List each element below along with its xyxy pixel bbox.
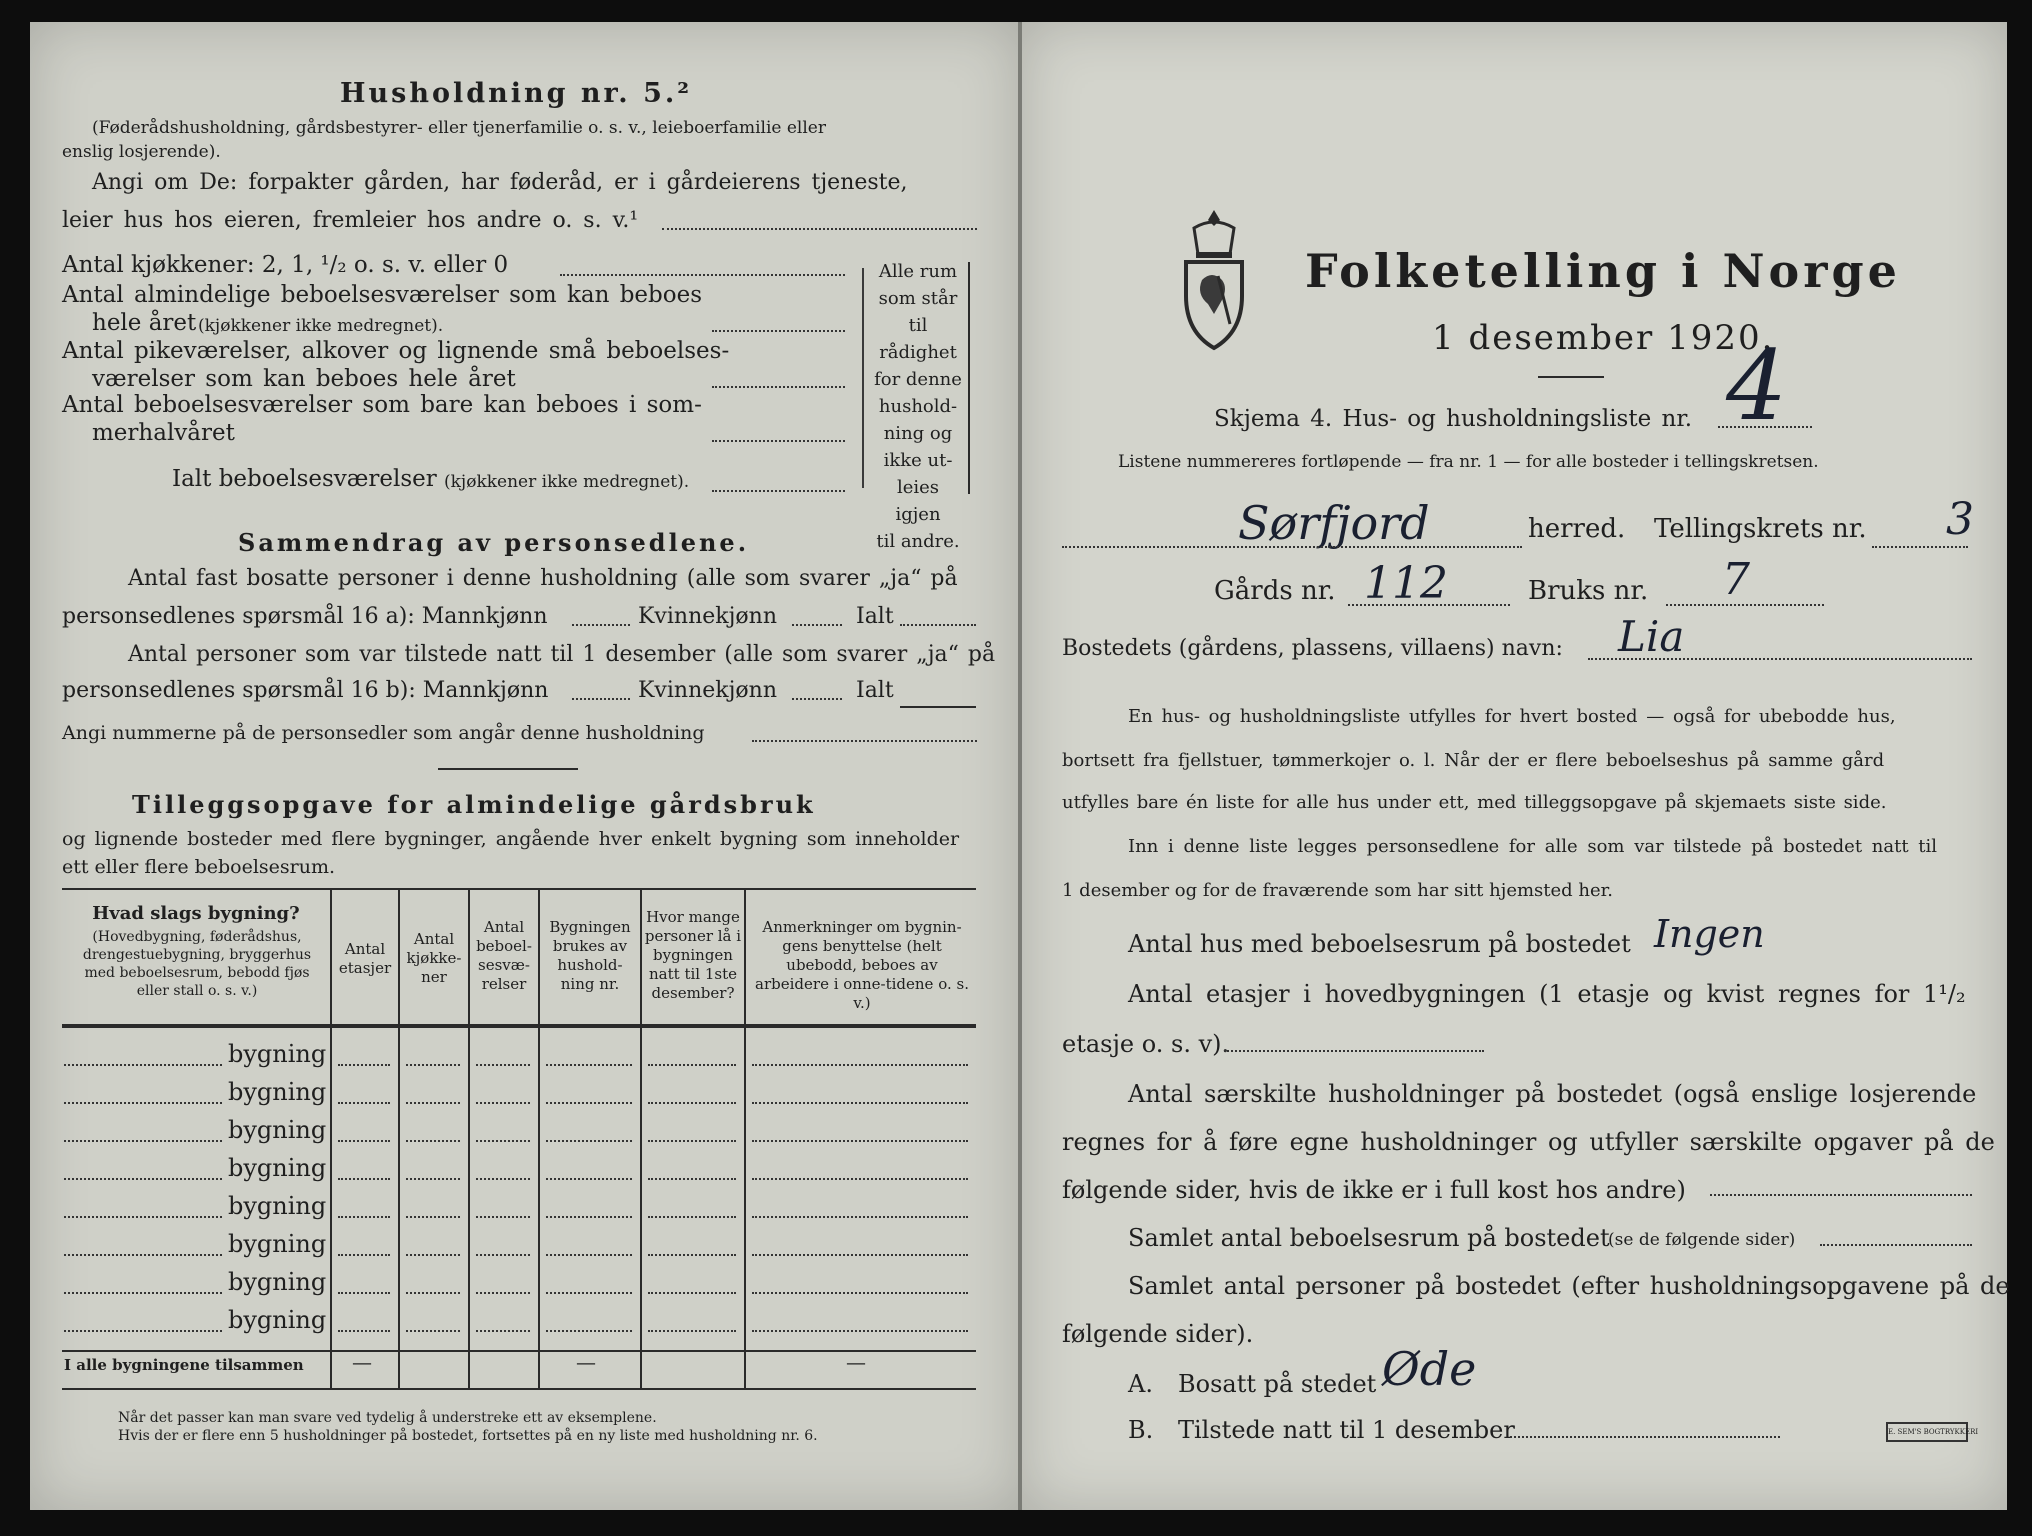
bruks-label: Bruks nr. bbox=[1528, 576, 1649, 606]
bracket-note: Alle rum som står til rådighet for denne hushold- ning og ikke ut- leies igjen til andre. bbox=[874, 261, 962, 552]
paragraph-1c: utfylles bare én liste for alle hus under ett, med tilleggsopgave på skjemaets siste side. bbox=[1062, 792, 1887, 813]
table-cell-fill bbox=[406, 1216, 460, 1218]
table-cell-fill bbox=[406, 1102, 460, 1104]
table-cell-fill bbox=[546, 1178, 632, 1180]
b-fill bbox=[1510, 1436, 1780, 1438]
col-header-type-sub: (Hovedbygning, føderådshus, drengestuebygning, bryggerhus med beboelsesrum, bebodd fjøs eller stall o. s. v.) bbox=[82, 929, 312, 999]
fast-ialt-fill bbox=[900, 624, 976, 626]
fast-kvinne-fill bbox=[792, 624, 842, 626]
table-cell-fill bbox=[752, 1254, 968, 1256]
total-label: I alle bygningene tilsammen bbox=[64, 1356, 304, 1374]
fast-mann-fill bbox=[572, 624, 630, 626]
angi-line-1: Angi om De: forpakter gården, har føderåd, er i gårdeierens tjeneste, bbox=[92, 170, 908, 195]
etasjer-fill bbox=[1224, 1050, 1484, 1052]
table-cell-fill bbox=[648, 1330, 736, 1332]
col-header-vaerelser: Antal beboel-sesvæ-relser bbox=[476, 918, 532, 993]
table-cell-fill bbox=[338, 1102, 390, 1104]
table-col-divider-6 bbox=[744, 890, 746, 1390]
tilst-mann-fill bbox=[572, 698, 630, 700]
table-row-label: bygning bbox=[228, 1268, 327, 1296]
table-cell-fill bbox=[648, 1178, 736, 1180]
table-cell-fill bbox=[406, 1292, 460, 1294]
table-cell-fill bbox=[546, 1102, 632, 1104]
tilst-ialt-label: Ialt bbox=[856, 678, 894, 703]
b-label: B. bbox=[1128, 1416, 1154, 1444]
tilst-line-1: Antal personer som var tilstede natt til 1 desember (alle som svarer „ja“ på bbox=[128, 642, 996, 667]
som-fill bbox=[712, 440, 845, 442]
samlet-pers-line-2: følgende sider). bbox=[1062, 1320, 1254, 1348]
tellingskrets-handwritten: 3 bbox=[1946, 494, 1974, 545]
table-cell-fill bbox=[338, 1140, 390, 1142]
footnote-1: Når det passer kan man svare ved tydelig å understreke ett av eksemplene. bbox=[118, 1410, 657, 1426]
paragraph-1a: En hus- og husholdningsliste utfylles for hvert bosted — også for ubebodde hus, bbox=[1128, 706, 1896, 727]
nummerne-label: Angi nummerne på de personsedler som angår denne husholdning bbox=[62, 722, 705, 744]
angi-line-2: leier hus hos eieren, fremleier hos andre o. s. v.¹ bbox=[62, 208, 639, 233]
table-cell-fill bbox=[406, 1330, 460, 1332]
bruks-fill bbox=[1666, 604, 1824, 606]
fast-kvinne-label: Kvinnekjønn bbox=[638, 604, 777, 629]
skjema-number-handwritten: 4 bbox=[1726, 330, 1788, 442]
col-header-anmerkninger: Anmerkninger om bygnin-gens benyttelse (helt ubebodd, beboes av arbeidere i onne-tidene o. s. v.) bbox=[755, 918, 969, 1012]
left-page bbox=[30, 22, 1020, 1510]
saer-line-2: regnes for å føre egne husholdninger og utfyller særskilte opgaver på de bbox=[1062, 1128, 1995, 1156]
kjokken-label: Antal kjøkkener: 2, 1, ¹/₂ o. s. v. eller 0 bbox=[62, 252, 509, 278]
tillegg-line-1: og lignende bosteder med flere bygninger, angående hver enkelt bygning som inneholder bbox=[62, 828, 960, 850]
etasjer-line-2: etasje o. s. v). bbox=[1062, 1030, 1230, 1058]
table-cell-fill bbox=[406, 1254, 460, 1256]
household-intro: (Føderådshusholdning, gårdsbestyrer- eller tjenerfamilie o. s. v., leieboerfamilie eller bbox=[92, 118, 826, 138]
a-text: Bosatt på stedet bbox=[1178, 1370, 1377, 1398]
col-header-kjokkener: Antal kjøkke-ner bbox=[406, 930, 462, 986]
table-row-label: bygning bbox=[228, 1116, 327, 1144]
tilst-kvinne-fill bbox=[792, 698, 842, 700]
total-anm-dash: — bbox=[846, 1350, 866, 1374]
pike-line-2: værelser som kan beboes hele året bbox=[92, 366, 516, 392]
table-cell-fill bbox=[648, 1140, 736, 1142]
saer-line-3: følgende sider, hvis de ikke er i full kost hos andre) bbox=[1062, 1176, 1686, 1204]
herred-fill bbox=[1062, 546, 1522, 548]
kjokken-fill bbox=[560, 274, 845, 276]
table-row-fill bbox=[64, 1064, 222, 1066]
table-cell-fill bbox=[476, 1102, 530, 1104]
table-top-border bbox=[62, 888, 976, 890]
title-rule bbox=[1538, 376, 1604, 378]
table-cell-fill bbox=[546, 1330, 632, 1332]
herred-handwritten: Sørfjord bbox=[1238, 496, 1430, 550]
table-col-divider-2 bbox=[398, 890, 400, 1390]
table-cell-fill bbox=[476, 1292, 530, 1294]
fast-line-2: personsedlenes spørsmål 16 a): Mannkjønn bbox=[62, 604, 548, 629]
listene-note: Listene nummereres fortløpende — fra nr. 1 — for alle bosteder i tellingskretsen. bbox=[1118, 452, 1819, 472]
table-cell-fill bbox=[648, 1064, 736, 1066]
total-husholdning-dash: — bbox=[576, 1350, 596, 1374]
bostedets-label: Bostedets (gårdens, plassens, villaens) navn: bbox=[1062, 636, 1563, 661]
table-cell-fill bbox=[338, 1064, 390, 1066]
table-row-label: bygning bbox=[228, 1192, 327, 1220]
samlet-rum-small: (se de følgende sider) bbox=[1608, 1230, 1796, 1250]
table-cell-fill bbox=[338, 1254, 390, 1256]
table-cell-fill bbox=[406, 1064, 460, 1066]
table-row-label: bygning bbox=[228, 1154, 327, 1182]
tilst-ialt-fill bbox=[900, 706, 976, 708]
samlet-pers-line-1: Samlet antal personer på bostedet (efter husholdningsopgavene på de bbox=[1128, 1272, 2010, 1300]
ialt-small: (kjøkkener ikke medregnet). bbox=[444, 472, 690, 492]
table-col-divider-3 bbox=[468, 890, 470, 1390]
table-bottom-border bbox=[62, 1388, 976, 1390]
table-cell-fill bbox=[476, 1254, 530, 1256]
table-cell-fill bbox=[476, 1216, 530, 1218]
table-cell-fill bbox=[752, 1140, 968, 1142]
saer-line-1: Antal særskilte husholdninger på bostedet (også enslige losjerende bbox=[1128, 1080, 1977, 1108]
b-text: Tilstede natt til 1 desember bbox=[1178, 1416, 1515, 1444]
angi-fill-line bbox=[662, 228, 977, 230]
paragraph-2b: 1 desember og for de fraværende som har sitt hjemsted her. bbox=[1062, 880, 1613, 901]
bracket-left bbox=[862, 268, 864, 488]
ialt-label: Ialt beboelsesværelser bbox=[172, 466, 437, 492]
table-cell-fill bbox=[752, 1102, 968, 1104]
table-cell-fill bbox=[476, 1330, 530, 1332]
table-col-divider-5 bbox=[640, 890, 642, 1390]
table-cell-fill bbox=[406, 1140, 460, 1142]
col-header-personer: Hvor mange personer lå i bygningen natt til 1ste desember? bbox=[644, 908, 742, 1002]
household-title: Husholdning nr. 5.² bbox=[340, 78, 693, 109]
census-date: 1 desember 1920. bbox=[1432, 318, 1775, 358]
pike-fill bbox=[712, 386, 845, 388]
tellingskrets-fill bbox=[1872, 546, 1968, 548]
table-cell-fill bbox=[752, 1330, 968, 1332]
table-cell-fill bbox=[406, 1178, 460, 1180]
saer-fill bbox=[1710, 1194, 1972, 1196]
alm-fill bbox=[712, 330, 845, 332]
table-row-fill bbox=[64, 1102, 222, 1104]
main-title: Folketelling i Norge bbox=[1305, 244, 1901, 298]
printer-stamp: E. SEM'S BOGTRYKKERI bbox=[1886, 1422, 1968, 1442]
paragraph-2a: Inn i denne liste legges personsedlene for alle som var tilstede på bostedet natt til bbox=[1128, 836, 1938, 857]
tillegg-line-2: ett eller flere beboelsesrum. bbox=[62, 856, 336, 878]
table-cell-fill bbox=[752, 1064, 968, 1066]
footnote-2: Hvis der er flere enn 5 husholdninger på bostedet, fortsettes på en ny liste med husholdning nr. 6. bbox=[118, 1428, 818, 1444]
gards-fill bbox=[1348, 604, 1510, 606]
col-header-husholdning: Bygningen brukes av hushold-ning nr. bbox=[549, 918, 631, 993]
table-cell-fill bbox=[546, 1292, 632, 1294]
table-row-fill bbox=[64, 1178, 222, 1180]
fast-ialt-label: Ialt bbox=[856, 604, 894, 629]
table-row-label: bygning bbox=[228, 1230, 327, 1258]
table-row-label: bygning bbox=[228, 1306, 327, 1334]
gards-handwritten: 112 bbox=[1364, 558, 1448, 609]
household-intro-2: enslig losjerende). bbox=[62, 142, 221, 162]
gards-label: Gårds nr. bbox=[1214, 576, 1336, 606]
table-header-border bbox=[62, 1024, 976, 1028]
table-row-fill bbox=[64, 1216, 222, 1218]
samlet-rum-fill bbox=[1820, 1244, 1972, 1246]
tilst-kvinne-label: Kvinnekjønn bbox=[638, 678, 777, 703]
table-cell-fill bbox=[648, 1292, 736, 1294]
etasjer-line-1: Antal etasjer i hovedbygningen (1 etasje og kvist regnes for 1¹/₂ bbox=[1128, 980, 1966, 1008]
table-cell-fill bbox=[338, 1178, 390, 1180]
table-cell-fill bbox=[476, 1178, 530, 1180]
alm-line-2-small: (kjøkkener ikke medregnet). bbox=[198, 316, 444, 336]
table-row-fill bbox=[64, 1330, 222, 1332]
table-cell-fill bbox=[546, 1216, 632, 1218]
table-col-divider-1 bbox=[330, 890, 332, 1390]
alm-line-1: Antal almindelige beboelsesværelser som kan beboes bbox=[62, 282, 703, 308]
hus-label: Antal hus med beboelsesrum på bostedet bbox=[1128, 930, 1631, 958]
table-cell-fill bbox=[476, 1140, 530, 1142]
table-total-top bbox=[62, 1350, 976, 1352]
table-cell-fill bbox=[338, 1292, 390, 1294]
table-row-label: bygning bbox=[228, 1078, 327, 1106]
nummerne-fill bbox=[752, 740, 977, 742]
som-line-1: Antal beboelsesværelser som bare kan beboes i som- bbox=[62, 392, 702, 418]
table-row-fill bbox=[64, 1254, 222, 1256]
table-cell-fill bbox=[648, 1254, 736, 1256]
table-cell-fill bbox=[752, 1216, 968, 1218]
tillegg-title: Tilleggsopgave for almindelige gårdsbruk bbox=[132, 790, 816, 819]
table-cell-fill bbox=[648, 1216, 736, 1218]
total-etasjer-dash: — bbox=[352, 1350, 372, 1374]
som-line-2: merhalvåret bbox=[92, 420, 235, 446]
paragraph-1b: bortsett fra fjellstuer, tømmerkojer o. l. Når der er flere beboelseshus på samme gård bbox=[1062, 750, 1885, 771]
alm-line-2: hele året bbox=[92, 310, 197, 336]
table-cell-fill bbox=[476, 1064, 530, 1066]
table-cell-fill bbox=[648, 1102, 736, 1104]
bruks-handwritten: 7 bbox=[1722, 554, 1750, 605]
coat-of-arms-icon bbox=[1178, 206, 1250, 358]
samlet-rum-label: Samlet antal beboelsesrum på bostedet bbox=[1128, 1224, 1610, 1252]
tilst-line-2: personsedlenes spørsmål 16 b): Mannkjønn bbox=[62, 678, 549, 703]
a-label: A. bbox=[1128, 1370, 1153, 1398]
table-row-fill bbox=[64, 1292, 222, 1294]
table-cell-fill bbox=[338, 1216, 390, 1218]
bostedets-handwritten: Lia bbox=[1618, 612, 1685, 661]
fast-line-1: Antal fast bosatte personer i denne husholdning (alle som svarer „ja“ på bbox=[128, 566, 958, 591]
hus-handwritten: Ingen bbox=[1654, 912, 1765, 956]
col-header-etasjer: Antal etasjer bbox=[338, 940, 392, 977]
col-header-type-title: Hvad slags bygning? bbox=[92, 903, 300, 924]
table-cell-fill bbox=[752, 1292, 968, 1294]
table-cell-fill bbox=[546, 1254, 632, 1256]
ialt-fill bbox=[712, 490, 845, 492]
separator bbox=[438, 768, 578, 770]
table-row-fill bbox=[64, 1140, 222, 1142]
bracket-right bbox=[968, 262, 970, 494]
pike-line-1: Antal pikeværelser, alkover og lignende små beboelses- bbox=[62, 338, 730, 364]
skjema-fill bbox=[1718, 426, 1812, 428]
table-cell-fill bbox=[546, 1140, 632, 1142]
skjema-label: Skjema 4. Hus- og husholdningsliste nr. bbox=[1214, 406, 1693, 432]
bostedets-fill bbox=[1588, 658, 1972, 660]
herred-label: herred. bbox=[1528, 514, 1626, 544]
table-row-label: bygning bbox=[228, 1040, 327, 1068]
table-cell-fill bbox=[338, 1330, 390, 1332]
sammendrag-title: Sammendrag av personsedlene. bbox=[238, 528, 750, 557]
table-cell-fill bbox=[752, 1178, 968, 1180]
table-cell-fill bbox=[546, 1064, 632, 1066]
tellingskrets-label: Tellingskrets nr. bbox=[1654, 514, 1867, 544]
table-col-divider-4 bbox=[538, 890, 540, 1390]
a-handwritten: Øde bbox=[1382, 1342, 1477, 1396]
